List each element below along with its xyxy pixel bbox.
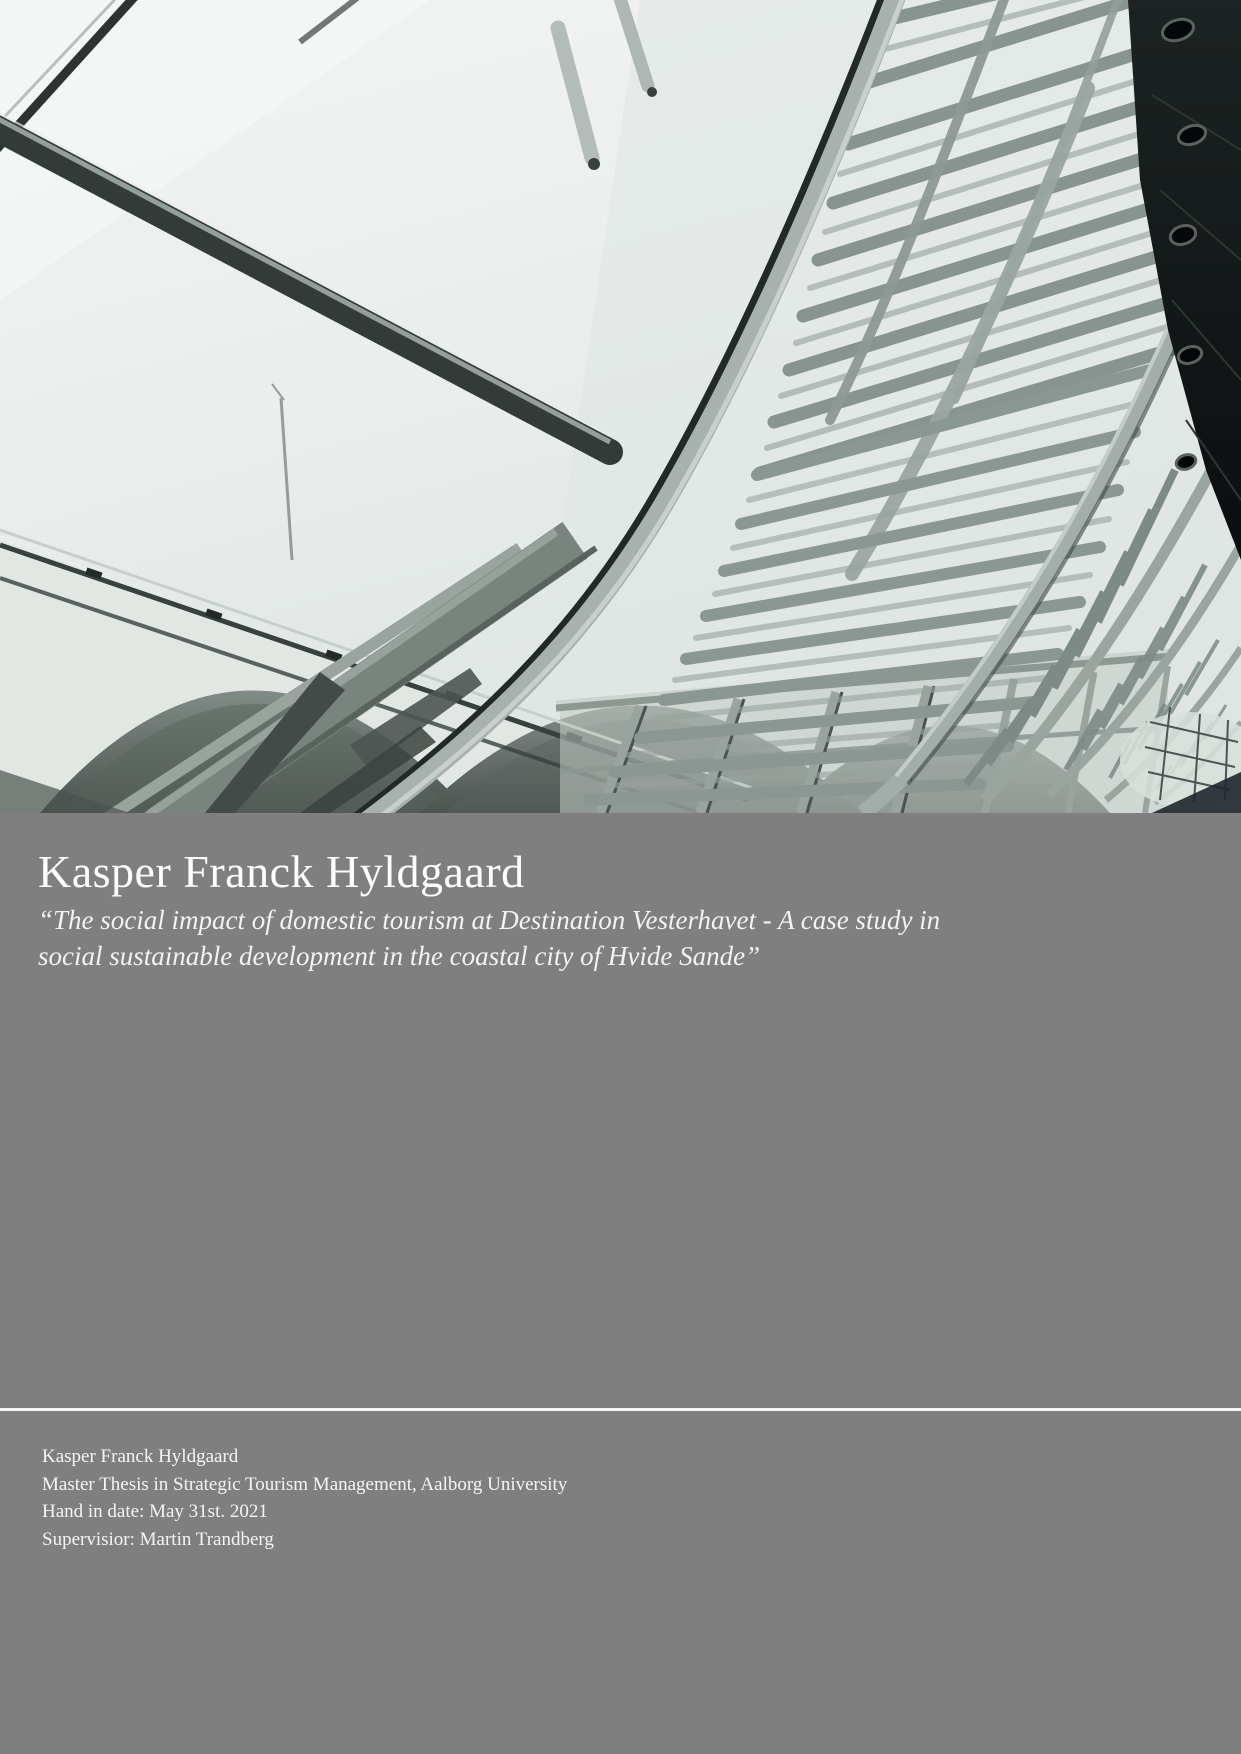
cover-photo-roof-structure — [0, 0, 1241, 813]
footer-program: Master Thesis in Strategic Tourism Management, Aalborg University — [42, 1473, 568, 1495]
divider-line — [0, 1408, 1241, 1411]
footer-author: Kasper Franck Hyldgaard — [42, 1446, 239, 1467]
thesis-title-line-2: social sustainable development in the coastal city of Hvide Sande” — [38, 941, 761, 971]
thesis-title-line-1: “The social impact of domestic tourism at Destination Vesterhavet - A case study in — [38, 905, 941, 935]
footer-hand-in-date: Hand in date: May 31st. 2021 — [42, 1501, 268, 1522]
title-block — [38, 846, 1098, 974]
footer-info-block — [42, 1443, 567, 1553]
author-name-title: Kasper Franck Hyldgaard — [38, 846, 525, 897]
footer-supervisor: Supervisior: Martin Trandberg — [42, 1528, 274, 1550]
thesis-title — [38, 902, 1098, 974]
